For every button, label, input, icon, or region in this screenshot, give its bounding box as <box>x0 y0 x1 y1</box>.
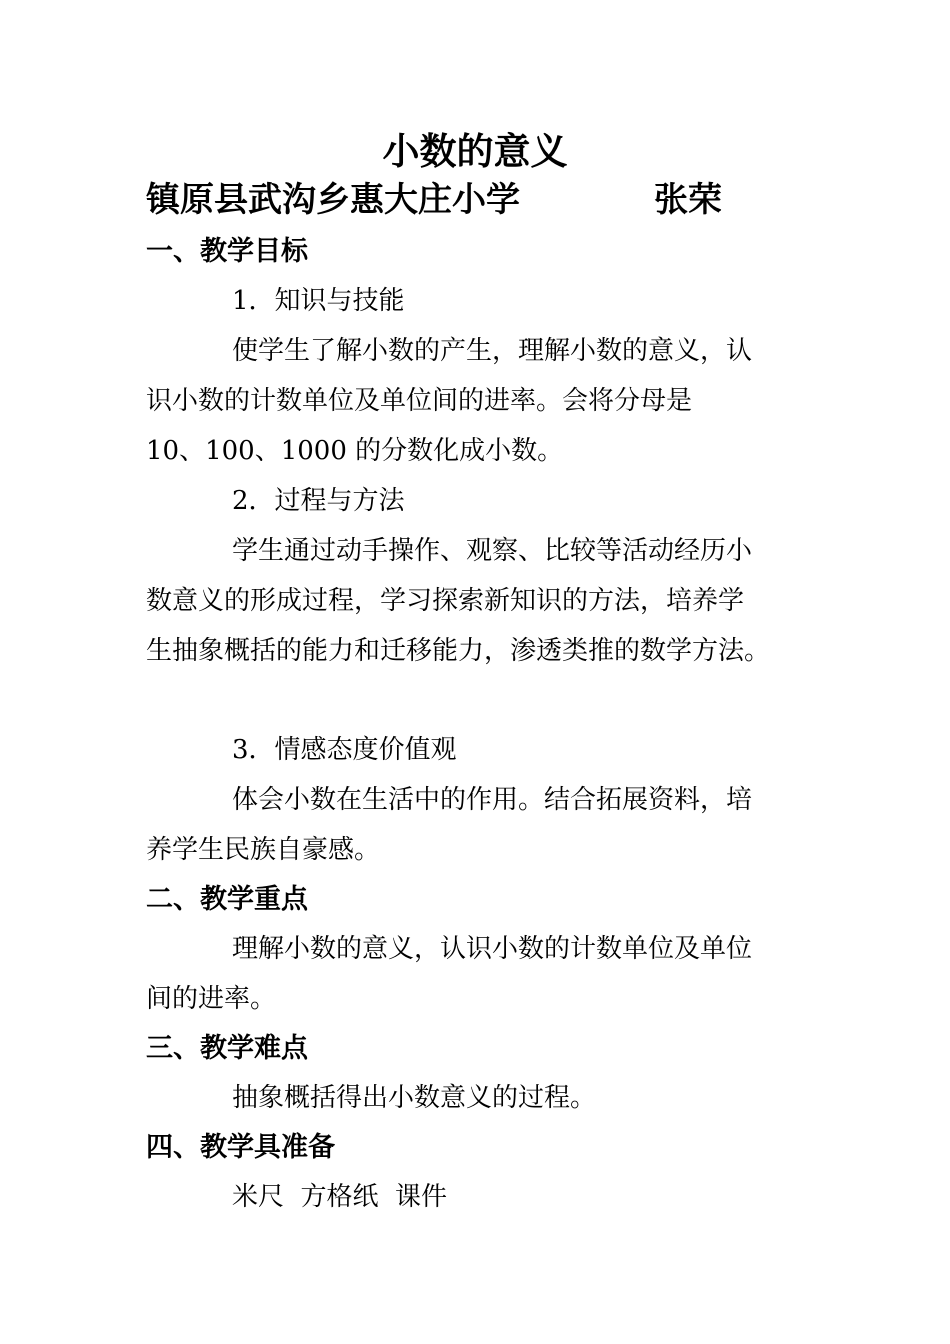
paragraph-line: 数意义的形成过程，学习探索新知识的方法，培养学 <box>146 586 745 616</box>
paragraph-line: 理解小数的意义，认识小数的计数单位及单位 <box>232 934 753 964</box>
paragraph-line: 养学生民族自豪感。 <box>146 835 381 865</box>
section-heading-materials: 四、教学具准备 <box>146 1132 335 1163</box>
author-line <box>146 180 722 220</box>
author-name: 张荣 <box>654 180 722 220</box>
paragraph-line: 体会小数在生活中的作用。结合拓展资料，培 <box>232 785 753 815</box>
paragraph-line: 抽象概括得出小数意义的过程。 <box>232 1083 597 1113</box>
school-name: 镇原县武沟乡惠大庄小学 <box>146 180 520 220</box>
section-heading-key-points: 二、教学重点 <box>146 884 308 915</box>
subsection-label-knowledge: 1．知识与技能 <box>232 286 405 316</box>
paragraph-line: 识小数的计数单位及单位间的进率。会将分母是 <box>146 386 693 416</box>
subsection-label-process: 2．过程与方法 <box>232 486 405 516</box>
paragraph-line: 间的进率。 <box>146 984 277 1014</box>
paragraph-line: 米尺 方格纸 课件 <box>232 1182 448 1212</box>
paragraph-line: 使学生了解小数的产生，理解小数的意义，认 <box>232 336 753 366</box>
page-title: 小数的意义 <box>382 129 568 173</box>
subsection-label-attitude: 3．情感态度价值观 <box>232 735 457 765</box>
section-heading-difficulties: 三、教学难点 <box>146 1033 308 1064</box>
paragraph-line: 生抽象概括的能力和迁移能力，渗透类推的数学方法。 <box>146 636 771 666</box>
section-heading-objectives: 一、教学目标 <box>146 236 308 267</box>
paragraph-line: 学生通过动手操作、观察、比较等活动经历小 <box>232 536 753 566</box>
paragraph-line: 10、100、1000 的分数化成小数。 <box>146 436 564 466</box>
